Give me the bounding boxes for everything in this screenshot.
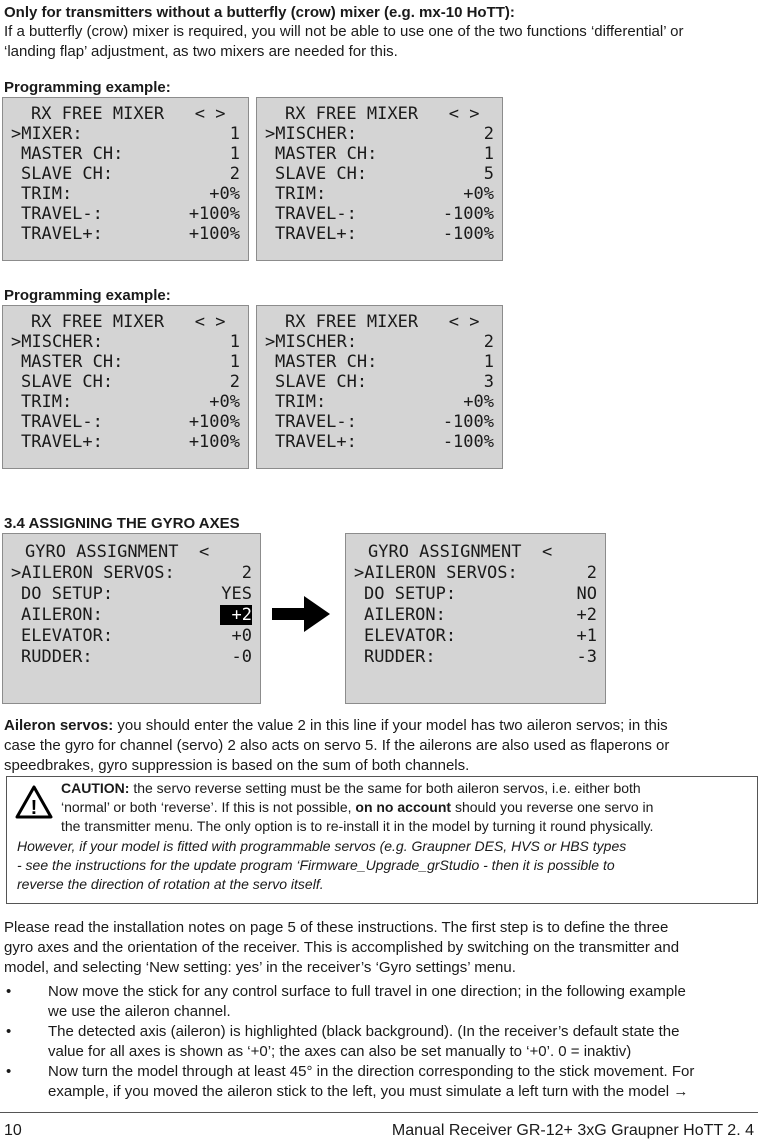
row-value: -100% bbox=[442, 412, 494, 432]
row-value: 1 bbox=[483, 352, 494, 372]
bullet-line: Now move the stick for any control surface to full travel in one direction; in the following example bbox=[48, 983, 686, 1000]
row-label: TRIM: bbox=[21, 392, 73, 412]
caution-italic2: - see the instructions for the update program ‘Firmware_Upgrade_grStudio - then it is possible to bbox=[17, 857, 615, 873]
caution-italic1: However, if your model is fitted with programmable servos (e.g. Graupner DES, HVS or HBS types bbox=[17, 838, 627, 854]
example2-screen-1 bbox=[2, 305, 249, 469]
bullet-line: Now turn the model through at least 45° in the direction corresponding to the stick movement. For bbox=[48, 1063, 695, 1080]
bullet-item bbox=[6, 1022, 758, 1062]
row-value: 1 bbox=[229, 352, 240, 372]
install-line1: Please read the installation notes on page 5 of these instructions. The first step is to define the three bbox=[4, 919, 669, 936]
gyro-screen-1 bbox=[2, 533, 261, 704]
row-label: TRIM: bbox=[21, 184, 73, 204]
row-label: RUDDER: bbox=[364, 647, 436, 667]
caution-line3: the transmitter menu. The only option is to re-install it in the model by turning it round physically. bbox=[61, 818, 654, 834]
row-label: TRAVEL-: bbox=[275, 204, 357, 224]
row-value: 2 bbox=[229, 372, 240, 392]
row-label: MASTER CH: bbox=[275, 144, 378, 164]
row-value: YES bbox=[221, 584, 252, 604]
row-label: AILERON: bbox=[21, 605, 103, 625]
row-value: +0% bbox=[209, 184, 240, 204]
caution-line2-bold: on no account bbox=[355, 799, 452, 815]
row-label: >MISCHER: bbox=[11, 332, 104, 352]
row-value: +100% bbox=[188, 224, 240, 244]
row-value: +100% bbox=[188, 412, 240, 432]
row-value: NO bbox=[576, 584, 597, 604]
caution-line1 bbox=[61, 779, 641, 798]
row-label: TRAVEL-: bbox=[275, 412, 357, 432]
aileron-lead: Aileron servos: bbox=[4, 717, 114, 734]
screen-title: RX FREE MIXER < > bbox=[285, 104, 480, 124]
aileron-para-line2: case the gyro for channel (servo) 2 also acts on servo 5. If the ailerons are also used as flaperons or bbox=[4, 737, 670, 754]
caution-italic3: reverse the direction of rotation at the servo itself. bbox=[17, 876, 324, 892]
caution-lead: CAUTION: bbox=[61, 780, 130, 796]
row-value: +2 bbox=[576, 605, 597, 625]
row-label: TRIM: bbox=[275, 184, 327, 204]
row-value: 2 bbox=[229, 164, 240, 184]
row-value: -0 bbox=[231, 647, 252, 667]
example2-screen-2 bbox=[256, 305, 503, 469]
example1-screen-1 bbox=[2, 97, 249, 261]
crow-body-line1: If a butterfly (crow) mixer is required, you will not be able to use one of the two functions ‘differential’ or bbox=[4, 23, 684, 40]
row-value: 1 bbox=[229, 332, 240, 352]
warning-glyph: ! bbox=[30, 797, 38, 819]
gyro-screen-2 bbox=[345, 533, 606, 704]
row-label: TRAVEL+: bbox=[275, 432, 357, 452]
example2-label: Programming example: bbox=[4, 287, 171, 304]
caution-line2 bbox=[61, 798, 653, 817]
right-arrow-icon bbox=[272, 596, 332, 632]
warning-icon bbox=[15, 785, 53, 819]
row-value: +1 bbox=[576, 626, 597, 646]
row-label: ELEVATOR: bbox=[21, 626, 114, 646]
row-value: 5 bbox=[483, 164, 494, 184]
row-label: >MIXER: bbox=[11, 124, 83, 144]
example1-label: Programming example: bbox=[4, 79, 171, 96]
install-line2: gyro axes and the orientation of the receiver. This is accomplished by switching on the transmitter and bbox=[4, 939, 680, 956]
row-value: +0 bbox=[231, 626, 252, 646]
screen-title: RX FREE MIXER < > bbox=[31, 104, 226, 124]
row-value: +100% bbox=[188, 204, 240, 224]
row-value: -100% bbox=[442, 224, 494, 244]
bullet-line: we use the aileron channel. bbox=[48, 1003, 231, 1020]
row-value: 1 bbox=[229, 144, 240, 164]
example1-screen-2 bbox=[256, 97, 503, 261]
footer-title: Manual Receiver GR-12+ 3xG Graupner HoTT 2. 4 bbox=[391, 1122, 754, 1139]
row-label: TRIM: bbox=[275, 392, 327, 412]
caution-box bbox=[6, 776, 758, 904]
right-arrow-glyph: → bbox=[673, 1083, 689, 1100]
row-value: 2 bbox=[483, 332, 494, 352]
row-label: AILERON: bbox=[364, 605, 446, 625]
bullet-dot: • bbox=[6, 1063, 12, 1080]
bullet-item bbox=[6, 1062, 758, 1102]
install-line3: model, and selecting ‘New setting: yes’ in the receiver’s ‘Gyro settings’ menu. bbox=[4, 959, 516, 976]
row-label: DO SETUP: bbox=[364, 584, 457, 604]
bullet-line: The detected axis (aileron) is highlighted (black background). (In the receiver’s default state the bbox=[48, 1023, 680, 1040]
footer-divider bbox=[0, 1112, 758, 1113]
caution-line2-end: should you reverse one servo in bbox=[451, 799, 654, 815]
row-value: 2 bbox=[586, 563, 597, 583]
row-label: RUDDER: bbox=[21, 647, 93, 667]
aileron-line1-text: you should enter the value 2 in this line if your model has two aileron servos; in this bbox=[113, 717, 668, 734]
bullet-line-text: example, if you moved the aileron stick to the left, you must simulate a left turn with the model bbox=[48, 1083, 674, 1100]
bullet-line bbox=[48, 1082, 758, 1102]
row-value: +0% bbox=[463, 184, 494, 204]
row-label: >MISCHER: bbox=[265, 332, 358, 352]
row-value: -100% bbox=[442, 432, 494, 452]
bullet-dot: • bbox=[6, 983, 12, 1000]
row-label: TRAVEL+: bbox=[21, 224, 103, 244]
row-value: 1 bbox=[483, 144, 494, 164]
row-label: TRAVEL-: bbox=[21, 204, 103, 224]
row-value: 2 bbox=[483, 124, 494, 144]
row-label: SLAVE CH: bbox=[275, 372, 368, 392]
row-value: 2 bbox=[241, 563, 252, 583]
crow-heading: Only for transmitters without a butterfly (crow) mixer (e.g. mx-10 HoTT): bbox=[4, 4, 515, 21]
bullet-line: value for all axes is shown as ‘+0’; the axes can also be set manually to ‘+0’. 0 = inaktiv) bbox=[48, 1043, 632, 1060]
row-value: +100% bbox=[188, 432, 240, 452]
gyro-heading: 3.4 ASSIGNING THE GYRO AXES bbox=[4, 515, 240, 532]
screen-title: RX FREE MIXER < > bbox=[285, 312, 480, 332]
caution-line2-text: ‘normal’ or both ‘reverse’. If this is not possible, bbox=[61, 799, 356, 815]
row-label: TRAVEL+: bbox=[21, 432, 103, 452]
row-label: SLAVE CH: bbox=[21, 372, 114, 392]
aileron-highlighted-value: +2 bbox=[220, 605, 252, 625]
aileron-para-line3: speedbrakes, gyro suppression is based on the sum of both channels. bbox=[4, 757, 470, 774]
row-label: >AILERON SERVOS: bbox=[11, 563, 175, 583]
page-number: 10 bbox=[4, 1122, 22, 1139]
row-value: -3 bbox=[576, 647, 597, 667]
row-label: TRAVEL-: bbox=[21, 412, 103, 432]
bullet-item bbox=[6, 982, 758, 1022]
caution-line1-text: the servo reverse setting must be the same for both aileron servos, i.e. either both bbox=[129, 780, 641, 796]
row-label: SLAVE CH: bbox=[275, 164, 368, 184]
crow-body-line2: ‘landing flap’ adjustment, as two mixers are needed for this. bbox=[4, 43, 398, 60]
row-label: SLAVE CH: bbox=[21, 164, 114, 184]
screen-title: GYRO ASSIGNMENT < bbox=[25, 542, 210, 562]
row-value: 3 bbox=[483, 372, 494, 392]
row-value: +0% bbox=[463, 392, 494, 412]
row-label: MASTER CH: bbox=[21, 352, 124, 372]
row-label: >AILERON SERVOS: bbox=[354, 563, 518, 583]
screen-title: RX FREE MIXER < > bbox=[31, 312, 226, 332]
row-value: -100% bbox=[442, 204, 494, 224]
row-value: +0% bbox=[209, 392, 240, 412]
row-value: 1 bbox=[229, 124, 240, 144]
row-label: TRAVEL+: bbox=[275, 224, 357, 244]
aileron-para-line1 bbox=[4, 716, 756, 736]
row-label: ELEVATOR: bbox=[364, 626, 457, 646]
row-label: DO SETUP: bbox=[21, 584, 114, 604]
row-label: >MISCHER: bbox=[265, 124, 358, 144]
bullet-dot: • bbox=[6, 1023, 12, 1040]
screen-title: GYRO ASSIGNMENT < bbox=[368, 542, 553, 562]
row-label: MASTER CH: bbox=[21, 144, 124, 164]
row-label: MASTER CH: bbox=[275, 352, 378, 372]
